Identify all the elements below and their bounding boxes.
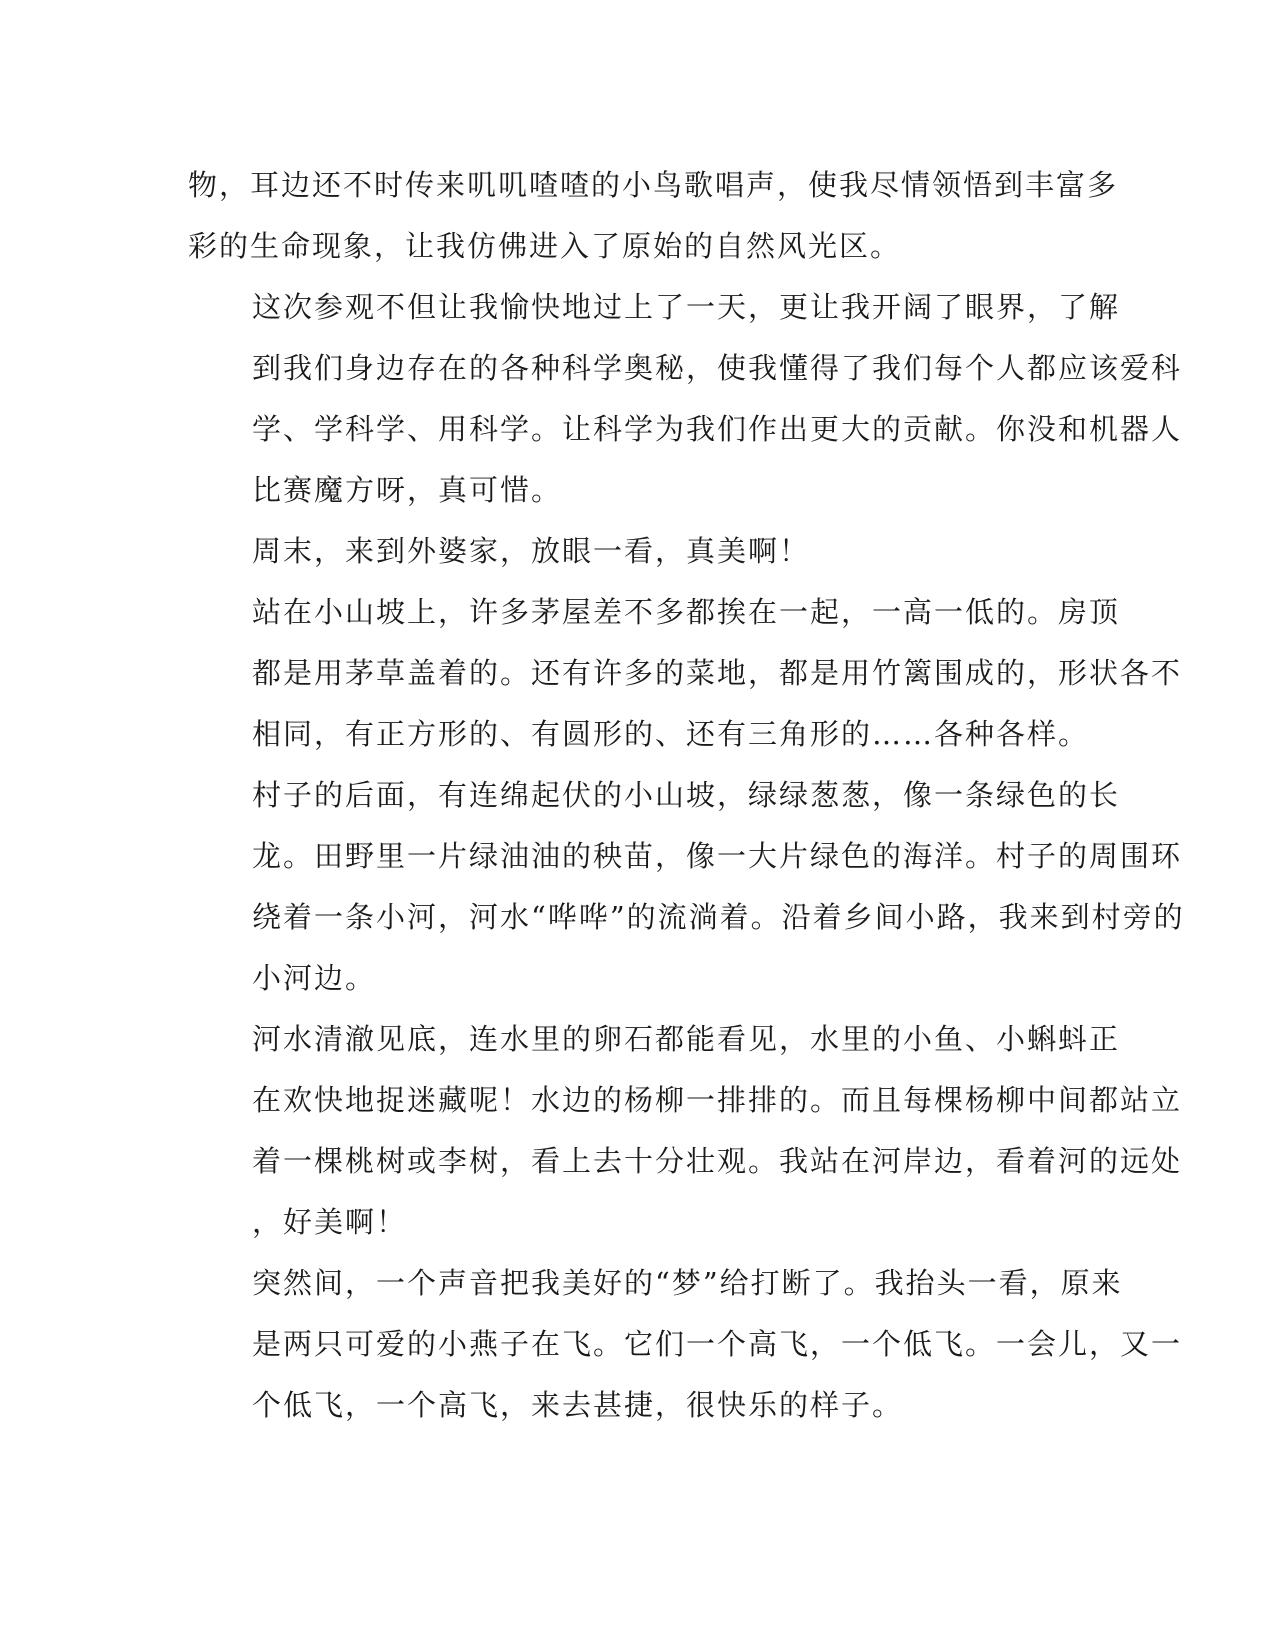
paragraph <box>188 765 1185 1009</box>
text-line: 绕着一条小河，河水“哗哗”的流淌着。沿着乡间小路，我来到村旁的 <box>252 900 1185 934</box>
text-line: 彩的生命现象，让我仿佛进入了原始的自然风光区。 <box>188 229 902 263</box>
paragraph <box>188 1009 1183 1253</box>
text-line: 物，耳边还不时传来叽叽喳喳的小鸟歌唱声，使我尽情领悟到丰富多 <box>188 168 1119 202</box>
text-line: 相同，有正方形的、有圆形的、还有三角形的……各种各样。 <box>252 717 1090 751</box>
text-line: 河水清澈见底，连水里的卵石都能看见，水里的小鱼、小蝌蚪正 <box>252 1022 1121 1056</box>
text-line: 学、学科学、用科学。让科学为我们作出更大的贡献。你没和机器人 <box>252 412 1183 446</box>
text-line: 到我们身边存在的各种科学奥秘，使我懂得了我们每个人都应该爱科 <box>252 351 1183 385</box>
text-line: 比赛魔方呀，真可惜。 <box>252 473 563 507</box>
paragraph <box>188 277 1183 521</box>
text-line: 小河边。 <box>252 961 377 995</box>
text-line: 是两只可爱的小燕子在飞。它们一个高飞，一个低飞。一会儿，又一 <box>252 1327 1183 1361</box>
text-line: 周末，来到外婆家，放眼一看，真美啊！ <box>252 534 811 568</box>
text-line: 个低飞，一个高飞，来去甚捷，很快乐的样子。 <box>252 1388 904 1422</box>
paragraph <box>188 582 1183 765</box>
text-line: 着一棵桃树或李树，看上去十分壮观。我站在河岸边，看着河的远处 <box>252 1144 1183 1178</box>
text-line: 突然间，一个声音把我美好的“梦”给打断了。我抬头一看，原来 <box>252 1266 1123 1300</box>
paragraph <box>188 1253 1183 1436</box>
text-line: 龙。田野里一片绿油油的秧苗，像一大片绿色的海洋。村子的周围环 <box>252 839 1183 873</box>
text-line: ，好美啊！ <box>252 1205 408 1239</box>
text-line: 这次参观不但让我愉快地过上了一天，更让我开阔了眼界，了解 <box>252 290 1121 324</box>
paragraph <box>188 521 1068 582</box>
text-line: 站在小山坡上，许多茅屋差不多都挨在一起，一高一低的。房顶 <box>252 595 1121 629</box>
text-line: 村子的后面，有连绵起伏的小山坡，绿绿葱葱，像一条绿色的长 <box>252 778 1121 812</box>
document-body <box>188 155 1185 1436</box>
text-line: 在欢快地捉迷藏呢！水边的杨柳一排排的。而且每棵杨柳中间都站立 <box>252 1083 1183 1117</box>
paragraph <box>188 155 1119 277</box>
text-line: 都是用茅草盖着的。还有许多的菜地，都是用竹篱围成的，形状各不 <box>252 656 1183 690</box>
